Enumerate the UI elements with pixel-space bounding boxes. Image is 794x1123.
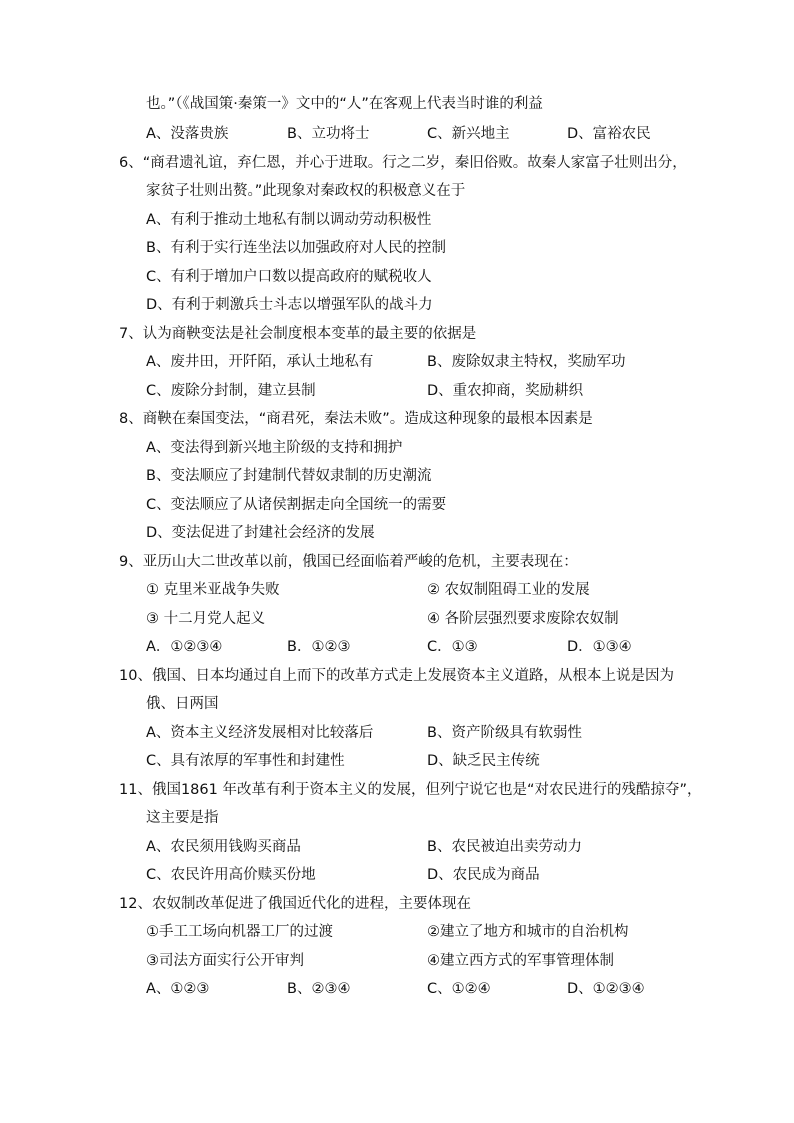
prev-option-c: C、新兴地主 [427,126,510,142]
q7-option-b: B、废除奴隶主特权，奖励军功 [427,354,626,370]
q12-item-4: ④建立西方式的军事管理体制 [427,953,614,969]
q12-stem: 12、农奴制改革促进了俄国近代化的进程，主要体现在 [119,896,471,912]
q10-option-d: D、缺乏民主传统 [427,753,540,769]
q9-option-c: C．①③ [427,639,478,655]
q6-stem-line2: 家贫子壮则出赘。”此现象对秦政权的积极意义在于 [146,183,466,199]
q6-option-d: D、有利于刺激兵士斗志以增强军队的战斗力 [146,297,433,313]
q10-option-c: C、具有浓厚的军事性和封建性 [146,753,345,769]
q11-option-b: B、农民被迫出卖劳动力 [427,839,582,855]
q9-item-3: ③ 十二月党人起义 [146,611,266,627]
q8-option-a: A、变法得到新兴地主阶级的支持和拥护 [146,440,403,456]
q8-option-d: D、变法促进了封建社会经济的发展 [146,525,375,541]
q6-stem-line1: 6、“商君遗礼谊，弃仁恩，并心于进取。行之二岁，秦旧俗败。故秦人家富子壮则出分， [119,155,687,171]
q10-option-a: A、资本主义经济发展相对比较落后 [146,725,374,741]
q12-option-b: B、②③④ [287,981,351,997]
q7-stem: 7、认为商鞅变法是社会制度根本变革的最主要的依据是 [119,326,477,342]
q7-option-a: A、废井田，开阡陌，承认土地私有 [146,354,374,370]
q6-option-b: B、有利于实行连坐法以加强政府对人民的控制 [146,240,446,256]
q12-item-1: ①手工工场向机器工厂的过渡 [146,924,333,940]
q11-option-a: A、农民须用钱购买商品 [146,839,301,855]
q7-option-c: C、废除分封制，建立县制 [146,383,316,399]
q7-option-d: D、重农抑商，奖励耕织 [427,383,584,399]
q8-stem: 8、商鞅在秦国变法，“商君死，秦法未败”。造成这种现象的最根本因素是 [119,411,593,427]
q12-option-c: C、①②④ [427,981,491,997]
q10-option-b: B、资产阶级具有软弱性 [427,725,582,741]
q10-stem-line1: 10、俄国、日本均通过自上而下的改革方式走上发展资本主义道路，从根本上说是因为 [119,668,674,684]
q8-option-b: B、变法顺应了封建制代替奴隶制的历史潮流 [146,468,432,484]
q12-option-a: A、①②③ [146,981,210,997]
prev-option-a: A、没落贵族 [146,126,229,142]
q9-option-d: D．①③④ [567,639,632,655]
q12-option-d: D、①②③④ [567,981,645,997]
prev-question-tail: 也。”（《战国策·秦策一》文中的“人”在客观上代表当时谁的利益 [146,96,543,112]
q9-item-4: ④ 各阶层强烈要求废除农奴制 [427,611,619,627]
q9-item-2: ② 农奴制阻碍工业的发展 [427,582,590,598]
q9-stem: 9、亚历山大二世改革以前，俄国已经面临着严峻的危机，主要表现在： [119,554,578,570]
q9-option-a: A．①②③④ [146,639,223,655]
q12-item-3: ③司法方面实行公开审判 [146,953,304,969]
q11-option-d: D、农民成为商品 [427,867,540,883]
q11-option-c: C、农民许用高价赎买份地 [146,867,316,883]
q9-option-b: B．①②③ [287,639,351,655]
q11-stem-line1: 11、俄国1861 年改革有利于资本主义的发展，但列宁说它也是“对农民进行的残酷掠夺”， [119,782,702,798]
q6-option-a: A、有利于推动土地私有制以调动劳动积极性 [146,212,432,228]
q11-stem-line2: 这主要是指 [146,810,219,826]
q12-item-2: ②建立了地方和城市的自治机构 [427,924,629,940]
q9-item-1: ① 克里米亚战争失败 [146,582,280,598]
q6-option-c: C、有利于增加户口数以提高政府的赋税收人 [146,269,432,285]
prev-option-d: D、富裕农民 [567,126,651,142]
q8-option-c: C、变法顺应了从诸侯割据走向全国统一的需要 [146,497,447,513]
prev-option-b: B、立功将士 [287,126,370,142]
q10-stem-line2: 俄、日两国 [146,696,219,712]
